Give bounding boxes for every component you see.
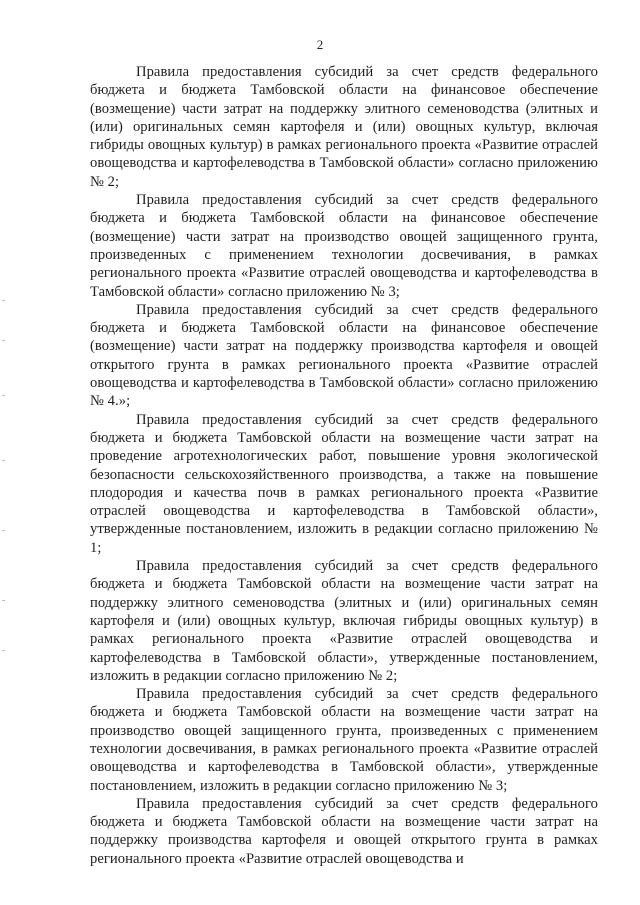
scan-margin-marks: [2, 300, 6, 660]
document-body: [90, 63, 598, 868]
paragraph-rules-appendix-2: Правила предоставления субсидий за счет средств федерального бюджета и бюджета Тамбовской области на финансовое обеспечение (возмещение) части затрат на поддержку элитного семеноводства (элитных и (или) оригинальных семян картофеля и (или) овощных культур, включая гибриды овощных культур) в рамках регионального проекта «Развитие отраслей овощеводства и картофелеводства в Тамбовской области» согласно приложению № 2;: [90, 64, 598, 190]
paragraph-amendment-appendix-1: Правила предоставления субсидий за счет средств федерального бюджета и бюджета Тамбовской области на возмещение части затрат на проведение агротехнологических работ, повышение уровня экологической безопасности сельскохозяйственного производства, а также на повышение плодородия и качества почв в рамках регионального проекта «Развитие отраслей овощеводства и картофелеводства в Тамбовской области», утвержденные постановлением, изложить в редакции согласно приложению № 1;: [90, 411, 598, 556]
page-number: 2: [316, 37, 324, 52]
paragraph-rules-appendix-4: Правила предоставления субсидий за счет средств федерального бюджета и бюджета Тамбовской области на финансовое обеспечение (возмещение) части затрат на поддержку производства картофеля и овощей открытого грунта в рамках регионального проекта «Развитие отраслей овощеводства и картофелеводства в Тамбовской области» согласно приложению № 4.»;: [90, 301, 598, 410]
paragraph-amendment-appendix-3: Правила предоставления субсидий за счет средств федерального бюджета и бюджета Тамбовской области на возмещение части затрат на производство овощей защищенного грунта, произведенных с применением технологии досвечивания, в рамках регионального проекта «Развитие отраслей овощеводства и картофелеводства в Тамбовской области», утвержденные постановлением, изложить в редакции согласно приложению № 3;: [90, 686, 598, 794]
paragraph-amendment-appendix-2: Правила предоставления субсидий за счет средств федерального бюджета и бюджета Тамбовской области на возмещение части затрат на поддержку элитного семеноводства (элитных и (или) оригинальных семян картофеля и (или) овощных культур, включая гибриды овощных культур) в рамках регионального проекта «Развитие отраслей овощеводства и картофелеводства в Тамбовской области», утвержденные постановлением, изложить в редакции согласно приложению № 2;: [90, 558, 598, 684]
paragraph-amendment-appendix-4: Правила предоставления субсидий за счет средств федерального бюджета и бюджета Тамбовской области на возмещение части затрат на поддержку производства картофеля и овощей открытого грунта в рамках регионального проекта «Развитие отраслей овощеводства и: [90, 795, 598, 867]
paragraph-rules-appendix-3: Правила предоставления субсидий за счет средств федерального бюджета и бюджета Тамбовской области на финансовое обеспечение (возмещение) части затрат на производство овощей защищенного грунта, произведенных с применением технологии досвечивания, в рамках регионального проекта «Развитие отраслей овощеводства и картофелеводства в Тамбовской области» согласно приложению № 3;: [90, 192, 598, 300]
